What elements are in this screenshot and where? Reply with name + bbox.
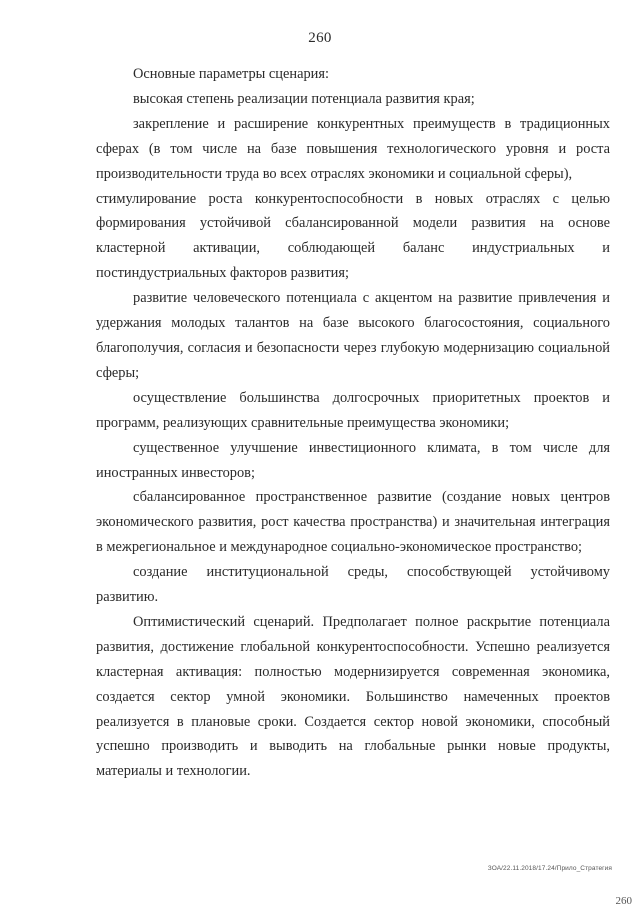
paragraph-item: развитие человеческого потенциала с акцентом на развитие привлечения и удержания молодых талантов на базе высокого благосостояния, социального благополучия, согласия и безопасности через глубокую модернизацию социальной сферы;: [96, 290, 610, 381]
document-body: [96, 62, 610, 784]
paragraph-item: осуществление большинства долгосрочных приоритетных проектов и программ, реализующих сравнительные преимущества экономики;: [96, 389, 610, 431]
paragraph-item: создание институциональной среды, способствующей устойчивому развитию.: [96, 564, 610, 606]
cropped-page-number: 260: [615, 895, 632, 907]
paragraph-optimistic-scenario: Оптимистический сценарий. Предполагает полное раскрытие потенциала развития, достижение глобальной конкурентоспособности. Успешно реализуется кластерная активация: полностью модернизируется современная экономика, создается сектор умной экономики. Большинство намеченных проектов реализуется в плановые сроки. Создается сектор новой экономики, способный успешно производить и выводить на глобальные рынки новые продукты, материалы и технологии.: [96, 613, 610, 780]
paragraph-item: стимулирование роста конкурентоспособности в новых отраслях с целью формирования устойчивой сбалансированной модели развития на основе кластерной активации, соблюдающей баланс индустриальных и постиндустриальных факторов развития;: [96, 190, 610, 282]
paragraph-item: существенное улучшение инвестиционного климата, в том числе для иностранных инвесторов;: [96, 439, 610, 481]
paragraph-scenario-parameters-heading: Основные параметры сценария:: [133, 66, 329, 82]
page-number: 260: [308, 30, 332, 46]
paragraph-item: закрепление и расширение конкурентных преимуществ в традиционных сферах (в том числе на базе повышения технологического уровня и роста производительности труда во всех отраслях экономики и социальной сферы),: [96, 115, 610, 182]
footer-document-reference: ЗОА/22.11.2018/17.24/Прило_Стратегия: [487, 865, 612, 872]
paragraph-item: сбалансированное пространственное развитие (создание новых центров экономического развития, рост качества пространства) и значительная интеграция в межрегиональное и международное социально-экономическое пространство;: [96, 489, 610, 556]
paragraph-item: высокая степень реализации потенциала развития края;: [133, 90, 475, 107]
